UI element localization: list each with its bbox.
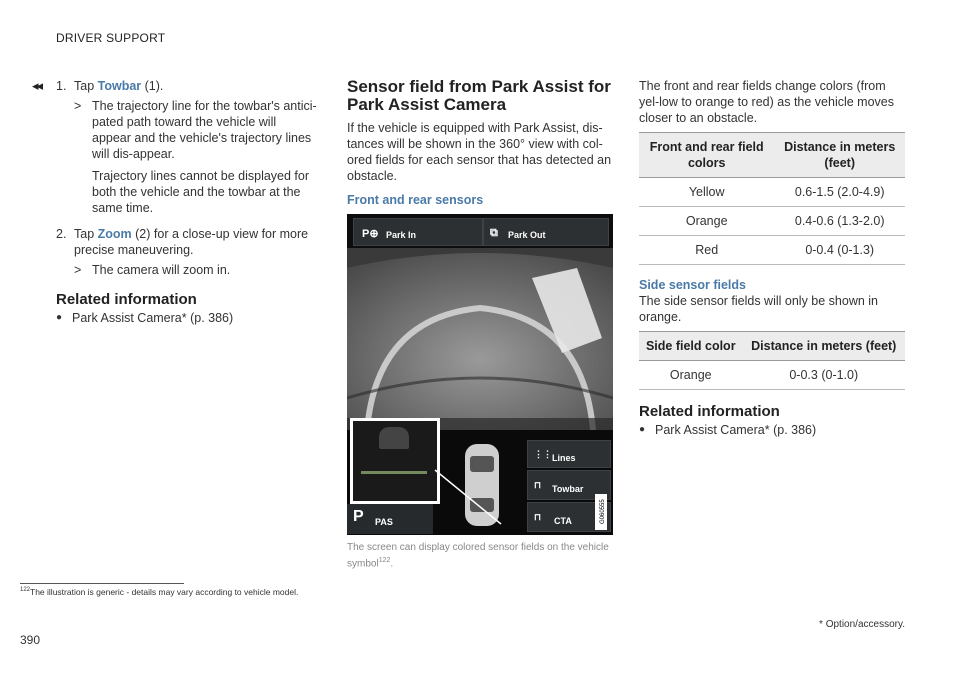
pas-label: PAS [375, 517, 393, 527]
table-row [639, 178, 905, 207]
bullet-icon: ● [639, 424, 646, 435]
park-in-label: Park In [386, 230, 417, 240]
table-cell: Yellow [639, 178, 774, 207]
column-3 [639, 78, 905, 438]
step-text-post: (1). [141, 79, 164, 93]
result-text: The camera will zoom in. [92, 263, 231, 277]
step-number: 1. [56, 79, 67, 93]
park-out-icon: ⧉ [490, 227, 498, 239]
table-cell: Orange [639, 361, 743, 390]
bullet-icon: ● [56, 312, 63, 323]
footnote-ref[interactable]: 122 [378, 557, 391, 564]
option-note: * Option/accessory. [819, 619, 905, 630]
result-arrow-icon: > [74, 263, 82, 277]
table-header: Distance in meters (feet) [774, 133, 905, 178]
result-arrow-icon: > [74, 99, 82, 113]
step-number: 2. [56, 227, 67, 241]
zoom-inset[interactable] [350, 418, 440, 504]
footnote-number: 122 [20, 587, 31, 594]
step-text [74, 226, 318, 258]
pointer-line [431, 454, 531, 535]
section-title: Sensor field from Park Assist for Park Assist Camera [347, 77, 611, 114]
side-table [639, 331, 905, 390]
subsection-title: Side sensor fields [639, 278, 746, 292]
park-out-label: Park Out [508, 230, 546, 240]
related-heading: Related information [639, 403, 780, 420]
step-2-result [74, 262, 318, 278]
footnote-divider [20, 583, 184, 584]
image-code: G060555 [595, 494, 607, 530]
towbar-icon: ⊓ [534, 480, 542, 490]
intro-text: If the vehicle is equipped with Park Assist, dis-tances will be shown in the 360° view with col-ored fields for each sensor that has detected an obstacle. [347, 121, 612, 183]
table-header: Distance in meters (feet) [743, 332, 905, 361]
related-item [639, 422, 905, 438]
towbar-link[interactable]: Towbar [97, 79, 142, 93]
step-1-result [74, 98, 318, 162]
front-rear-table [639, 132, 905, 265]
related-link[interactable]: Park Assist Camera* (p. 386) [655, 423, 817, 437]
table-cell: Orange [639, 207, 774, 236]
page-number: 390 [20, 633, 41, 647]
lines-button[interactable] [527, 440, 611, 468]
caption-text: The screen can display colored sensor fields on the vehicle symbol [347, 542, 609, 570]
related-heading: Related information [56, 291, 197, 308]
footnote-text: The illustration is generic - details may vary according to vehicle model. [30, 587, 299, 597]
footnote [20, 587, 298, 597]
step-2 [56, 226, 318, 258]
table-cell: 0-0.4 (0-1.3) [774, 236, 905, 265]
lines-label: Lines [552, 453, 576, 463]
towbar-inset-icon [379, 427, 409, 449]
park-in-button[interactable] [353, 218, 483, 246]
table-cell: 0.6-1.5 (2.0-4.9) [774, 178, 905, 207]
table-row [639, 207, 905, 236]
camera-screen-illustration [347, 214, 613, 535]
intro-text: The front and rear fields change colors (from yel-low to orange to red) as the vehicle moves closer to an obstacle. [639, 79, 894, 125]
table-header: Side field color [639, 332, 743, 361]
park-out-button[interactable] [483, 218, 609, 246]
result-text: The trajectory line for the towbar's antici-pated path toward the vehicle will appear and the vehicle's trajectory lines will dis-appear. [92, 99, 317, 161]
back-chevron-icon[interactable]: ◂◂ [32, 78, 42, 93]
park-in-icon: P⊕ [362, 228, 379, 240]
table-cell: 0-0.3 (0-1.0) [743, 361, 905, 390]
table-header: Front and rear field colors [639, 133, 774, 178]
step-1 [56, 78, 318, 94]
step-text [74, 78, 163, 94]
side-text: The side sensor fields will only be shown in orange. [639, 294, 879, 324]
pas-button[interactable] [347, 504, 433, 534]
caption-end: . [390, 558, 394, 570]
cta-icon: ⊓ [534, 512, 542, 522]
step-text-post: (2) for a close-up view for more precise maneuvering. [74, 227, 309, 257]
cta-label: CTA [554, 516, 572, 526]
related-link[interactable]: Park Assist Camera* (p. 386) [72, 311, 234, 325]
subsection-title: Front and rear sensors [347, 193, 484, 207]
table-cell: 0.4-0.6 (1.3-2.0) [774, 207, 905, 236]
rear-camera-view [347, 248, 613, 430]
table-row [639, 236, 905, 265]
column-2 [347, 78, 613, 570]
trajectory-line [361, 471, 427, 474]
zoom-link[interactable]: Zoom [97, 227, 132, 241]
column-1 [56, 78, 318, 326]
towbar-label: Towbar [552, 484, 584, 494]
figure-caption [347, 541, 613, 570]
lines-icon: ⋮⋮ [534, 449, 552, 459]
table-cell: Red [639, 236, 774, 265]
step-1-note: Trajectory lines cannot be displayed for both the vehicle and the towbar at the same time. [92, 169, 310, 215]
section-header: DRIVER SUPPORT [56, 31, 166, 45]
pas-p-icon: P [353, 508, 364, 525]
step-text-pre: Tap [74, 79, 98, 93]
related-item [56, 310, 318, 326]
table-row [639, 361, 905, 390]
step-text-pre: Tap [74, 227, 98, 241]
